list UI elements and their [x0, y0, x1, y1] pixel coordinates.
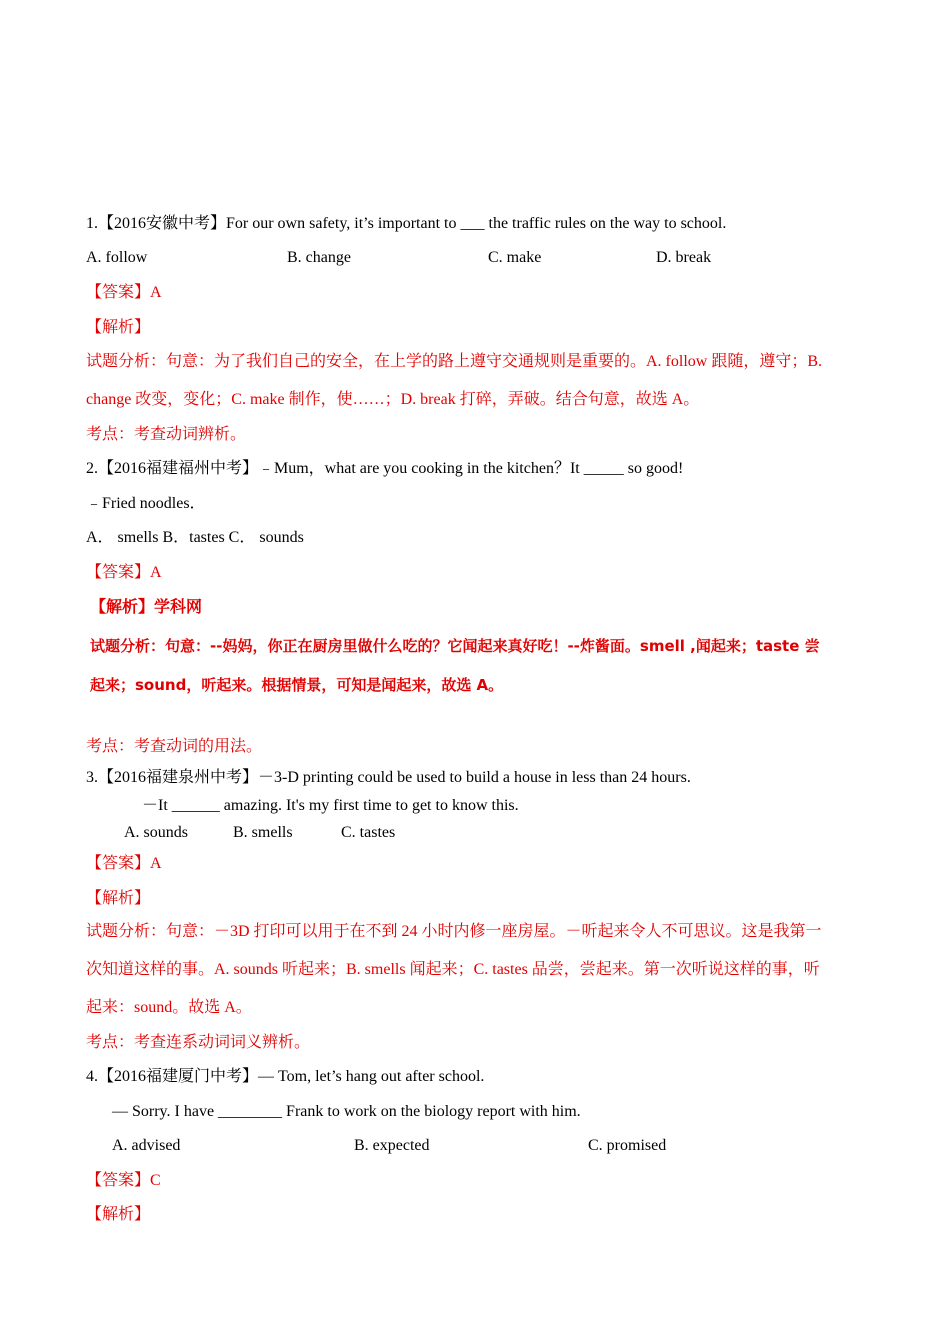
q4-option-b: B. expected	[354, 1137, 430, 1154]
q4-answer: 【答案】C	[86, 1172, 161, 1189]
q4-analysis-heading: 【解析】	[86, 1206, 151, 1223]
q1-exam-point: 考点：考查动词辨析。	[86, 426, 247, 443]
q2-analysis-heading: 【解析】学科网	[90, 597, 203, 616]
q1-option-b: B. change	[287, 249, 351, 266]
q4-option-a: A. advised	[112, 1137, 181, 1154]
q3-exam-point: 考点：考查连系动词词义辨析。	[86, 1034, 311, 1051]
q4-option-c: C. promised	[588, 1137, 667, 1154]
q1-analysis-line-2: change 改变，变化；C. make 制作，使……；D. break 打碎，弄破。结合句意，故选 A。	[86, 391, 700, 408]
q3-analysis-heading: 【解析】	[86, 890, 151, 907]
q3-option-c: C. tastes	[341, 824, 396, 841]
q3-analysis-line-2: 次知道这样的事。A. sounds 听起来；B. smells 闻起来；C. tastes 品尝，尝起来。第一次听说这样的事，听	[86, 961, 820, 978]
q4-stem: 4.【2016福建厦门中考】— Tom, let’s hang out after school.	[86, 1068, 485, 1085]
q1-analysis-heading: 【解析】	[86, 319, 151, 336]
q3-option-b: B. smells	[233, 824, 293, 841]
q3-option-a: A. sounds	[124, 824, 189, 841]
q2-exam-point: 考点：考查动词的用法。	[86, 738, 263, 755]
q1-option-c: C. make	[488, 249, 542, 266]
q1-answer: 【答案】A	[86, 284, 162, 301]
q2-answer: 【答案】A	[86, 564, 162, 581]
q1-analysis-line-1: 试题分析：句意：为了我们自己的安全，在上学的路上遵守交通规则是重要的。A. follow 跟随，遵守；B.	[86, 353, 823, 370]
q3-reply: －It ______ amazing. It's my first time to get to know this.	[142, 797, 519, 814]
q2-stem: 2.【2016福建福州中考】﹣Mum，what are you cooking in the kitchen？It _____ so good!	[86, 460, 684, 477]
q1-stem: 1.【2016安徽中考】For our own safety, it’s important to ___ the traffic rules on the way to school.	[86, 215, 727, 232]
q2-analysis-line-2: 起来；sound，听起来。根据情景，可知是闻起来，故选 A。	[90, 676, 504, 694]
q2-analysis-line-1: 试题分析：句意：--妈妈，你正在厨房里做什么吃的？它闻起来真好吃！--炸酱面。smell ,闻起来；taste 尝	[90, 637, 820, 655]
q3-analysis-line-1: 试题分析：句意：－3D 打印可以用于在不到 24 小时内修一座房屋。－听起来令人不可思议。这是我第一	[86, 923, 822, 940]
q2-reply: ﹣Fried noodles．	[86, 495, 206, 512]
q1-option-d: D. break	[656, 249, 712, 266]
q2-options: A． smells B．tastes C． sounds	[86, 529, 304, 546]
q1-option-a: A. follow	[86, 249, 148, 266]
q4-reply: — Sorry. I have ________ Frank to work on the biology report with him.	[112, 1103, 581, 1120]
q3-analysis-line-3: 起来：sound。故选 A。	[86, 999, 252, 1016]
q3-stem: 3.【2016福建泉州中考】－3-D printing could be used to build a house in less than 24 hours.	[86, 769, 691, 786]
q3-answer: 【答案】A	[86, 855, 162, 872]
